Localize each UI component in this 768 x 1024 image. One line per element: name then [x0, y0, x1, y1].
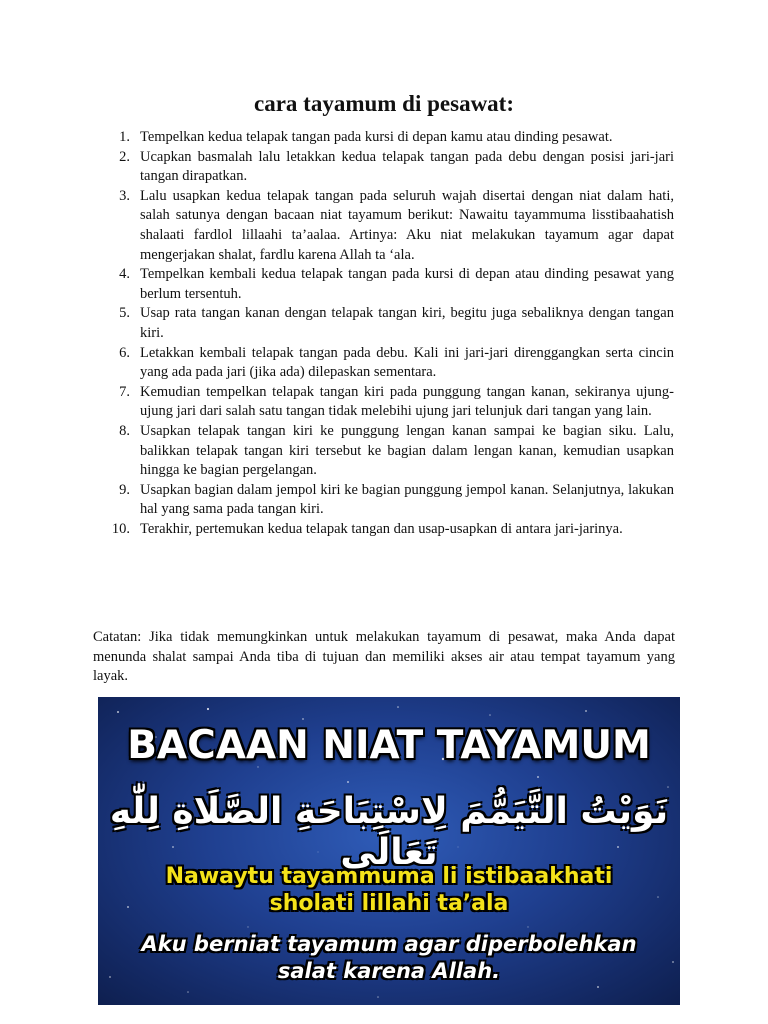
step-text: Usap rata tangan kanan dengan telapak tangan kiri, begitu juga sebaliknya dengan tangan kiri.	[140, 305, 674, 341]
step-text: Usapkan bagian dalam jempol kiri ke bagian punggung jempol kanan. Selanjutnya, lakukan hal yang sama pada tangan kiri.	[140, 481, 674, 518]
banner-latin-line-2: sholati lillahi ta’ala	[269, 891, 509, 916]
note-paragraph: Catatan: Jika tidak memungkinkan untuk melakukan tayamum di pesawat, maka Anda dapat menunda shalat sampai Anda tiba di tujuan dan memiliki akses air atau tempat tayamum yang layak.	[93, 629, 675, 685]
step-number: 10.	[111, 520, 130, 537]
step-text: Ucapkan basmalah lalu letakkan kedua telapak tangan pada debu dengan posisi jari-jari tangan dirapatkan.	[140, 148, 674, 185]
step-number: 5.	[119, 305, 130, 322]
banner-latin-text	[98, 863, 680, 917]
list-item	[98, 148, 674, 187]
step-number: 8.	[119, 422, 130, 439]
niat-tayamum-image	[98, 697, 680, 1005]
list-item	[98, 520, 674, 540]
banner-latin-line-1: Nawaytu tayammuma li istibaakhati	[165, 864, 613, 889]
step-text: Tempelkan kembali kedua telapak tangan pada kursi di depan atau dinding pesawat yang berlum tersentuh.	[140, 266, 674, 302]
step-text: Terakhir, pertemukan kedua telapak tangan dan usap-usapkan di antara jari-jarinya.	[140, 520, 623, 537]
list-item	[98, 422, 674, 481]
list-item	[98, 128, 674, 148]
step-number: 1.	[119, 129, 130, 145]
step-number: 7.	[119, 383, 130, 400]
steps-list	[98, 128, 674, 539]
banner-title: BACAAN NIAT TAYAMUM	[127, 723, 651, 768]
step-number: 3.	[119, 187, 130, 204]
step-number: 9.	[119, 481, 130, 498]
list-item	[98, 383, 674, 422]
list-item	[98, 304, 674, 343]
step-number: 4.	[119, 266, 130, 283]
banner-meaning-line-1: Aku berniat tayamum agar diperbolehkan	[141, 932, 637, 956]
list-item	[98, 481, 674, 520]
banner-meaning-line-2: salat karena Allah.	[277, 959, 501, 983]
list-item	[98, 187, 674, 265]
step-text: Tempelkan kedua telapak tangan pada kursi di depan kamu atau dinding pesawat.	[140, 129, 613, 145]
banner-meaning-text	[98, 931, 680, 985]
step-text: Letakkan kembali telapak tangan pada debu. Kali ini jari-jari direnggangkan serta cincin yang ada pada jari (jika ada) dilepaskan sementara.	[140, 344, 674, 381]
step-number: 2.	[119, 148, 130, 165]
banner-arabic-text: نَوَيْتُ التَّيَمُّمَ لِاسْتِبَاحَةِ الصَّلَاةِ لِلّٰهِ تَعَالَى	[109, 791, 669, 873]
step-text: Kemudian tempelkan telapak tangan kiri pada punggung tangan kanan, sekiranya ujung-ujung jari dari salah satu tangan tidak melebihi ujung jari telunjuk dari tangan yang lain.	[140, 383, 674, 420]
list-item	[98, 265, 674, 304]
step-text: Usapkan telapak tangan kiri ke punggung lengan kanan sampai ke bagian siku. Lalu, balikkan telapak tangan kiri tersebut ke bagian dalam lengan kanan, kemudian usapkan hingga ke bagian pergelangan.	[140, 422, 674, 479]
step-text: Lalu usapkan kedua telapak tangan pada seluruh wajah disertai dengan niat dalam hati, salah satunya dengan bacaan niat tayamum berikut: Nawaitu tayammuma lisstibaahatish shalaati fardlol lillaahi ta’aalaa. Artinya: Aku niat melakukan tayamum agar dapat mengerjakan shalat, fardlu karena Allah ta ‘ala.	[140, 187, 674, 263]
step-number: 6.	[119, 344, 130, 361]
page-title: cara tayamum di pesawat:	[254, 91, 514, 116]
list-item	[98, 344, 674, 383]
